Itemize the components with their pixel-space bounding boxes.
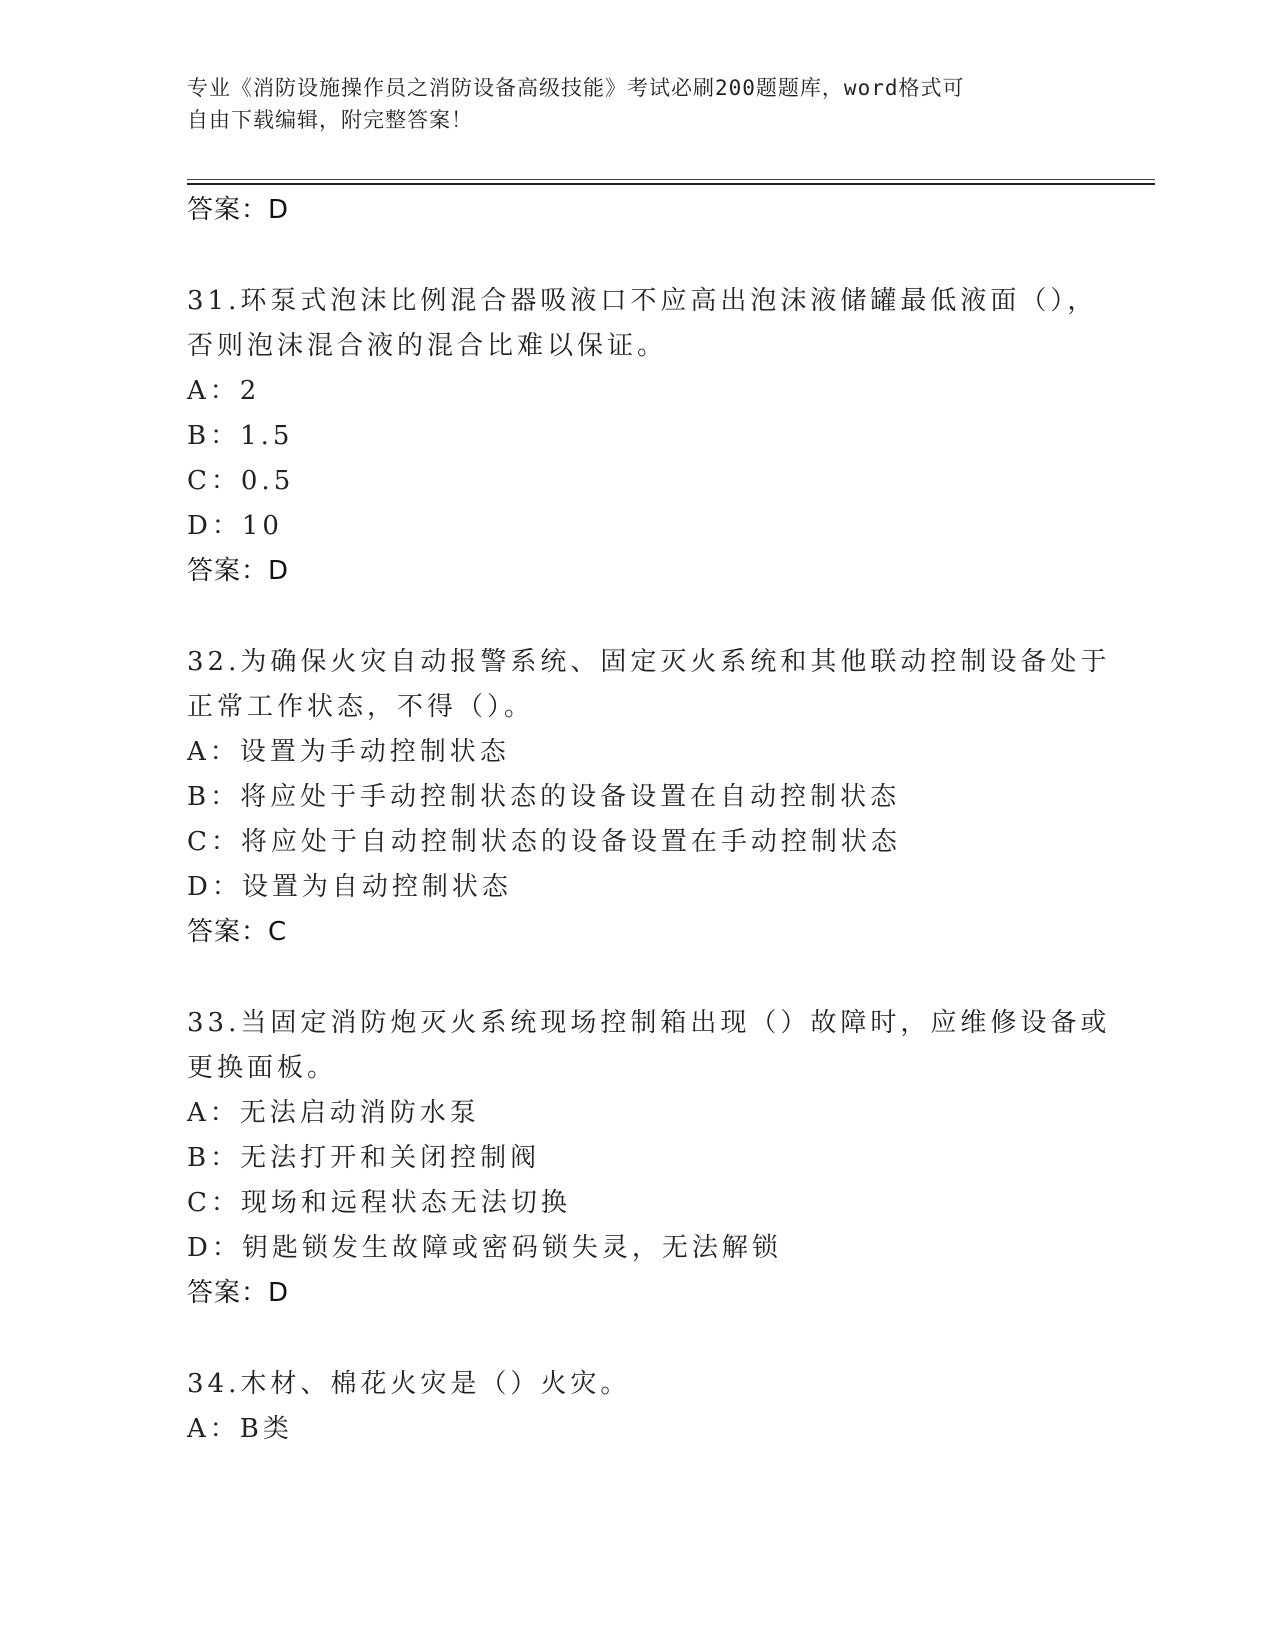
option-b: B：无法打开和关闭控制阀	[187, 1143, 541, 1173]
answer: 答案：D	[187, 1278, 290, 1308]
option-b: B：将应处于手动控制状态的设备设置在自动控制状态	[187, 782, 901, 812]
question-33	[187, 1001, 1111, 1316]
question-stem-line: 34.木材、棉花火灾是（）火灾。	[187, 1369, 631, 1399]
answer: 答案：C	[187, 917, 288, 947]
option-a: A：无法启动消防水泵	[187, 1098, 480, 1128]
spacer	[187, 594, 1087, 640]
page-header	[187, 72, 1067, 136]
question-stem-line: 否则泡沫混合液的混合比难以保证。	[187, 331, 668, 361]
spacer	[187, 1316, 1087, 1362]
question-32	[187, 640, 1111, 955]
header-divider-thick	[187, 183, 1155, 185]
question-stem-line: 正常工作状态，不得（）。	[187, 692, 535, 722]
option-a: A：2	[187, 376, 261, 406]
question-31	[187, 279, 1098, 594]
option-a: A：设置为手动控制状态	[187, 737, 510, 767]
previous-answer: 答案：D	[187, 195, 290, 225]
spacer	[187, 955, 1087, 1001]
question-stem-line: 33.当固定消防炮灭火系统现场控制箱出现（）故障时，应维修设备或	[187, 1008, 1111, 1038]
option-d: D：钥匙锁发生故障或密码锁失灵，无法解锁	[187, 1233, 782, 1263]
question-list	[187, 188, 1111, 1452]
question-34	[187, 1362, 1087, 1452]
option-c: C：将应处于自动控制状态的设备设置在手动控制状态	[187, 827, 901, 857]
question-stem-line: 31.环泵式泡沫比例混合器吸液口不应高出泡沫液储罐最低液面（），	[187, 286, 1098, 316]
answer: 答案：D	[187, 556, 290, 586]
option-d: D：10	[187, 511, 283, 541]
header-title-line-1: 专业《消防设施操作员之消防设备高级技能》考试必刷200题题库，word格式可	[187, 76, 965, 100]
option-c: C：现场和远程状态无法切换	[187, 1188, 571, 1218]
question-stem-line: 32.为确保火灾自动报警系统、固定灭火系统和其他联动控制设备处于	[187, 647, 1111, 677]
option-b: B：1.5	[187, 421, 294, 451]
option-c: C：0.5	[187, 466, 295, 496]
header-title-line-2: 自由下载编辑，附完整答案！	[187, 108, 473, 132]
question-stem-line: 更换面板。	[187, 1053, 338, 1083]
option-a: A：B类	[187, 1414, 293, 1444]
spacer	[187, 233, 1087, 279]
option-d: D：设置为自动控制状态	[187, 872, 512, 902]
header-divider-thin	[187, 179, 1155, 180]
